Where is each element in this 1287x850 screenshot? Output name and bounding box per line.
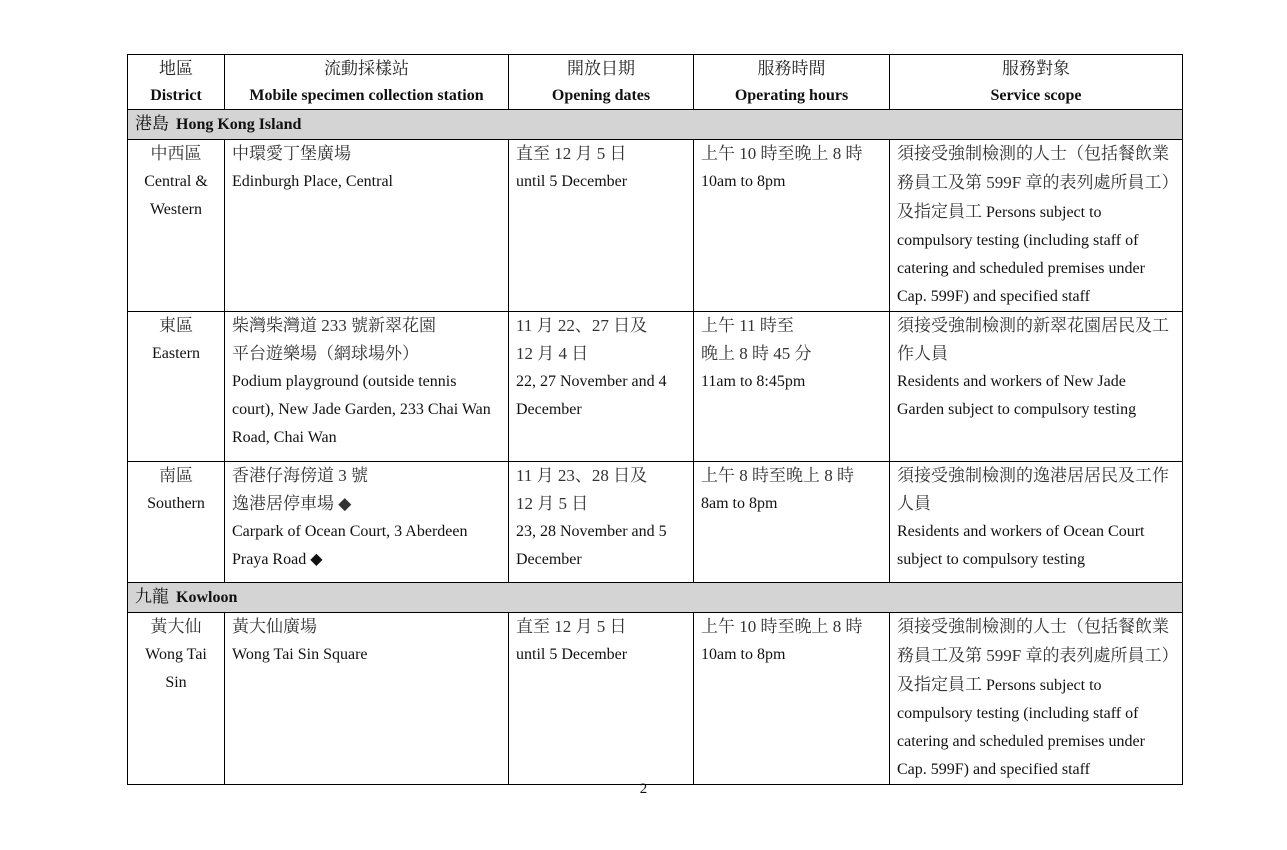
dates-cell: 11 月 23、28 日及 12 月 5 日 23, 28 November and 5 December xyxy=(509,462,694,583)
hours-cell: 上午 8 時至晚上 8 時 8am to 8pm xyxy=(694,462,890,583)
station-cell: 柴灣柴灣道 233 號新翠花園 平台遊樂場（網球場外） Podium playground (outside tennis court), New Jade Garden, 233 Chai Wan Road, Chai Wan xyxy=(225,312,509,462)
station-cell: 中環愛丁堡廣場 Edinburgh Place, Central xyxy=(225,140,509,312)
scope-cell: 須接受強制檢測的人士（包括餐飲業務員工及第 599F 章的表列處所員工）及指定員工 Persons subject to compulsory testing (including staff of catering and scheduled premises under Cap. 599F) and specified staff xyxy=(890,140,1183,312)
page-number: 2 xyxy=(639,781,648,797)
station-cell: 香港仔海傍道 3 號 逸港居停車場 ◆ Carpark of Ocean Court, 3 Aberdeen Praya Road ◆ xyxy=(225,462,509,583)
table-row xyxy=(128,462,1183,583)
table-row xyxy=(128,140,1183,312)
district-cell: 黃大仙 Wong Tai Sin xyxy=(128,613,225,785)
section-row-hong-kong-island: 港島 Hong Kong Island xyxy=(128,110,1183,140)
header-row xyxy=(128,55,1183,110)
scope-cell: 須接受強制檢測的新翠花園居民及工作人員 Residents and workers of New Jade Garden subject to compulsory testing xyxy=(890,312,1183,462)
dates-cell: 直至 12 月 5 日 until 5 December xyxy=(509,140,694,312)
header-scope: 服務對象 Service scope xyxy=(890,55,1183,110)
header-dates: 開放日期 Opening dates xyxy=(509,55,694,110)
dates-cell: 11 月 22、27 日及 12 月 4 日 22, 27 November and 4 December xyxy=(509,312,694,462)
scope-cell: 須接受強制檢測的逸港居居民及工作人員 Residents and workers of Ocean Court subject to compulsory testing xyxy=(890,462,1183,583)
hours-cell: 上午 10 時至晚上 8 時 10am to 8pm xyxy=(694,613,890,785)
dates-cell: 直至 12 月 5 日 until 5 December xyxy=(509,613,694,785)
section-row-kowloon: 九龍 Kowloon xyxy=(128,583,1183,613)
scope-cell: 須接受強制檢測的人士（包括餐飲業務員工及第 599F 章的表列處所員工）及指定員工 Persons subject to compulsory testing (including staff of catering and scheduled premises under Cap. 599F) and specified staff xyxy=(890,613,1183,785)
testing-stations-table xyxy=(127,54,1183,785)
header-hours: 服務時間 Operating hours xyxy=(694,55,890,110)
hours-cell: 上午 10 時至晚上 8 時 10am to 8pm xyxy=(694,140,890,312)
district-cell: 東區 Eastern xyxy=(128,312,225,462)
station-cell: 黃大仙廣場 Wong Tai Sin Square xyxy=(225,613,509,785)
header-station: 流動採樣站 Mobile specimen collection station xyxy=(225,55,509,110)
table-row xyxy=(128,613,1183,785)
table-row xyxy=(128,312,1183,462)
hours-cell: 上午 11 時至 晚上 8 時 45 分 11am to 8:45pm xyxy=(694,312,890,462)
district-cell: 南區 Southern xyxy=(128,462,225,583)
header-district: 地區 District xyxy=(128,55,225,110)
district-cell: 中西區 Central & Western xyxy=(128,140,225,312)
